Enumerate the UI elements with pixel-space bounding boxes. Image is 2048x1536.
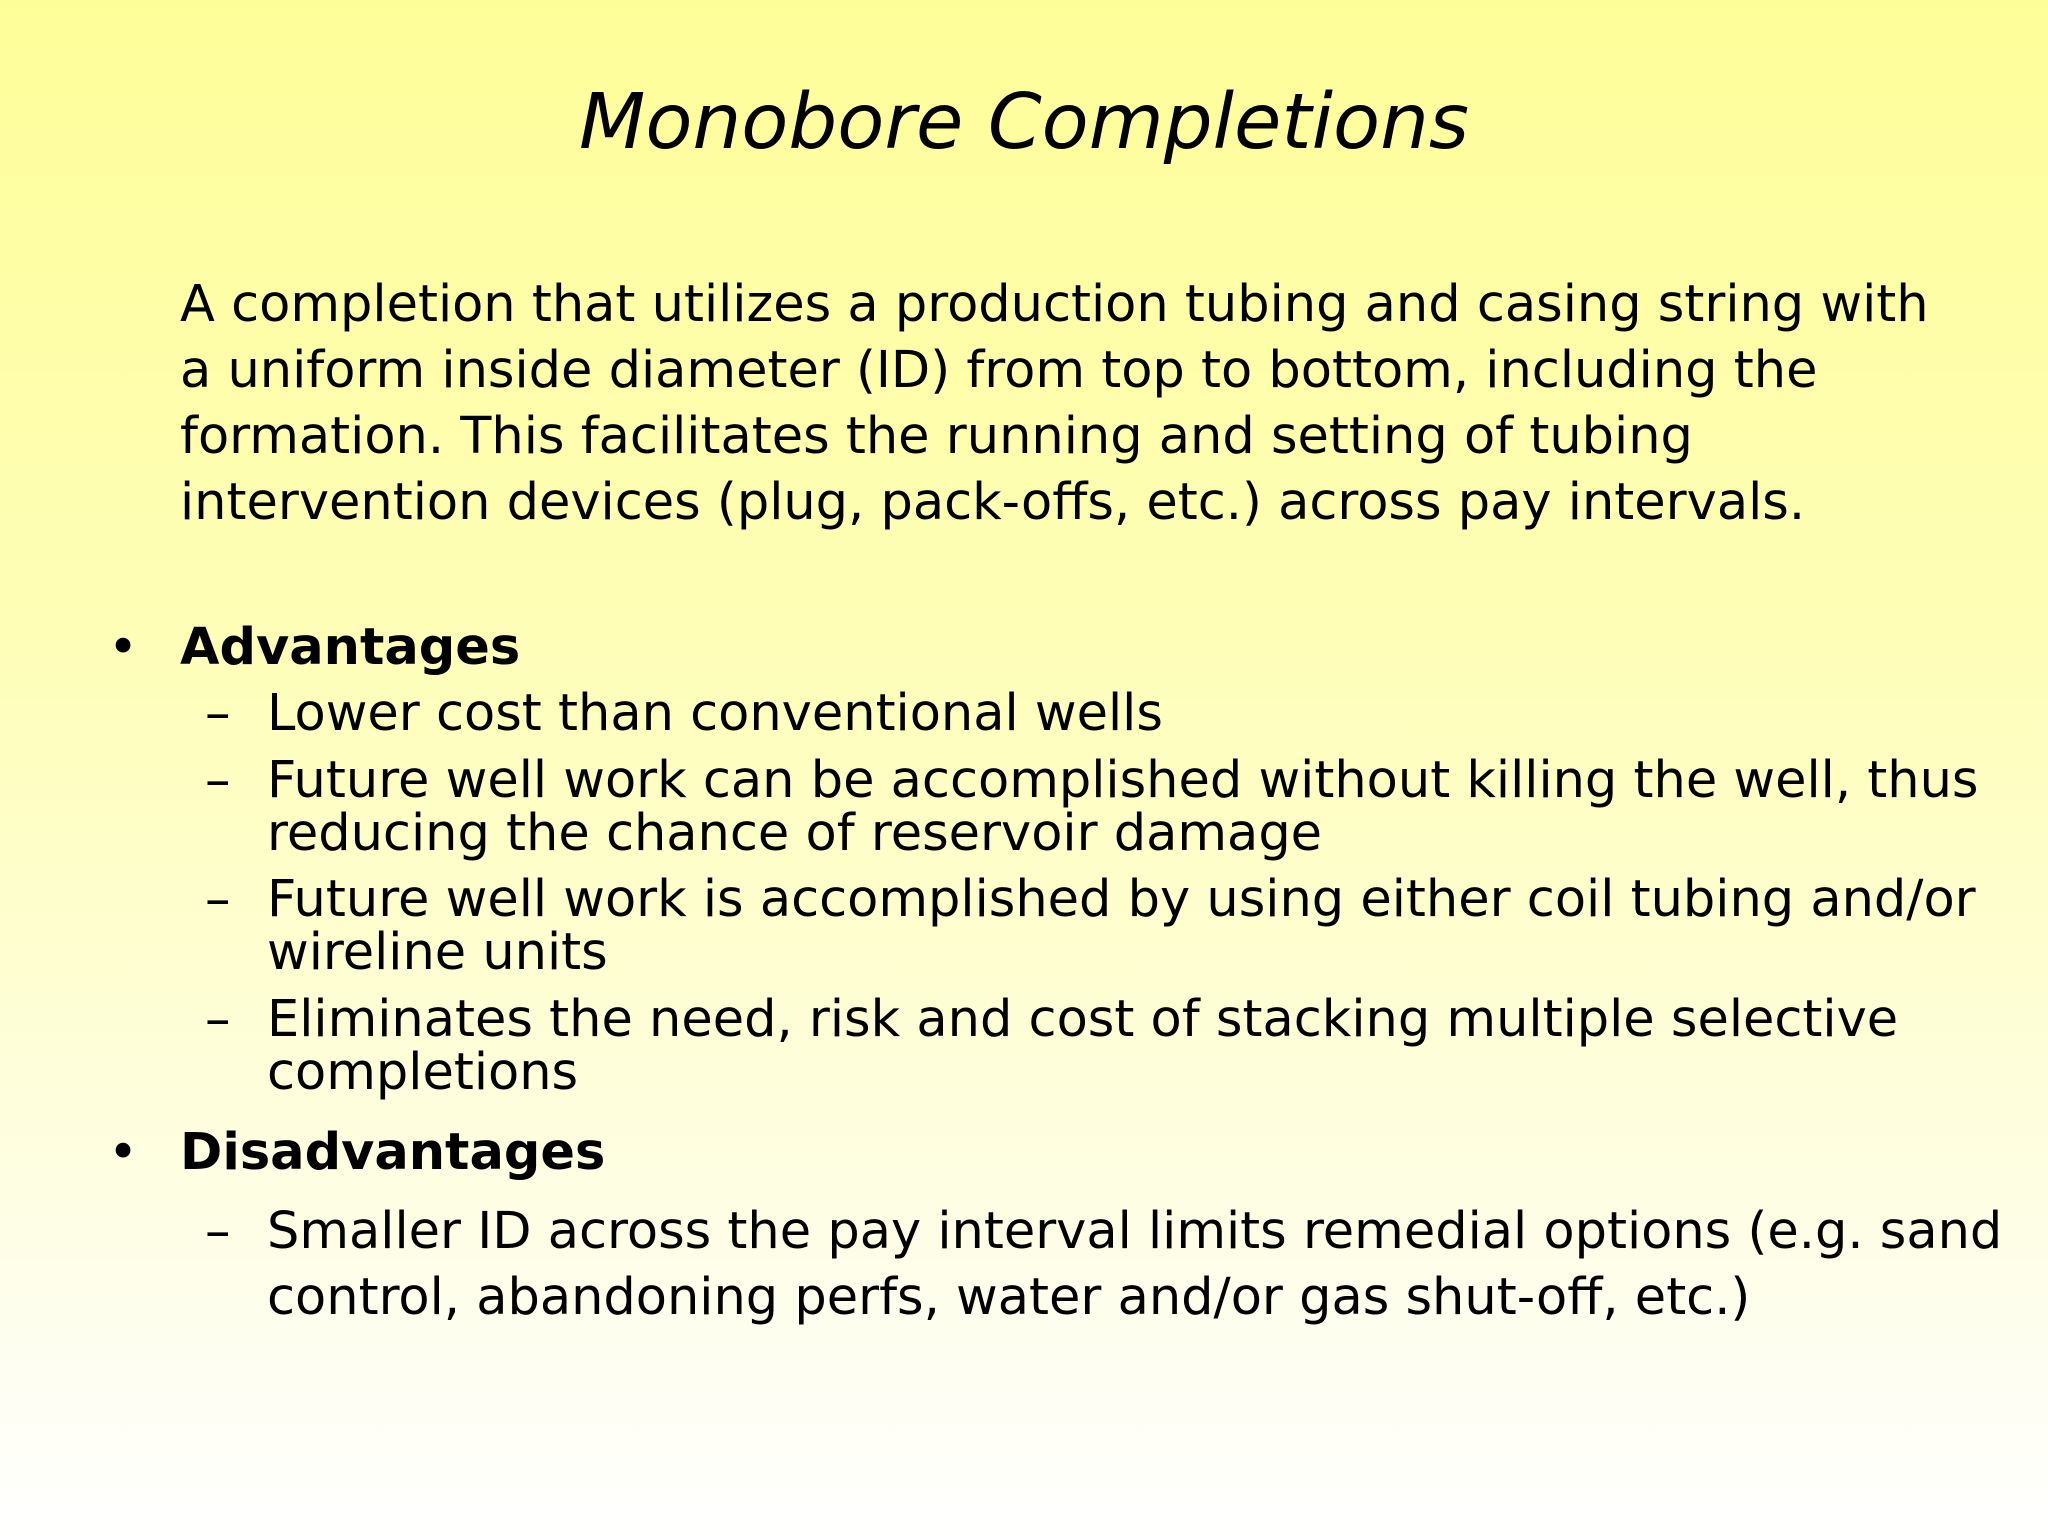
list-item-text: Eliminates the need, risk and cost of stacking multiple selective completions bbox=[267, 990, 1899, 1102]
list-item-text: Future well work can be accomplished without killing the well, thus reducing the chance of reservoir damage bbox=[267, 751, 1979, 863]
dash-marker: – bbox=[205, 684, 231, 743]
dash-marker: – bbox=[205, 1202, 231, 1261]
list-item-text: Lower cost than conventional wells bbox=[267, 684, 1163, 743]
dash-marker: – bbox=[205, 990, 231, 1049]
slide-title: Monobore Completions bbox=[578, 78, 1470, 167]
bullet-marker-advantages: • bbox=[108, 618, 139, 677]
bullet-marker-disadvantages: • bbox=[108, 1123, 139, 1182]
bullet-heading-disadvantages: Disadvantages bbox=[180, 1123, 606, 1182]
intro-paragraph: A completion that utilizes a production tubing and casing string with a uniform inside diameter (ID) from top to bottom, including the formation. This facilitates the running and setting of tubing intervention devices (plug, pack-offs, etc.) across pay intervals. bbox=[180, 275, 1929, 532]
list-item-text: Smaller ID across the pay interval limits remedial options (e.g. sand control, abandoning perfs, water and/or gas shut-off, etc.) bbox=[267, 1202, 2003, 1327]
dash-marker: – bbox=[205, 751, 231, 810]
list-item-text: Future well work is accomplished by using either coil tubing and/or wireline units bbox=[267, 870, 1976, 982]
bullet-heading-advantages: Advantages bbox=[180, 618, 521, 677]
dash-marker: – bbox=[205, 870, 231, 929]
